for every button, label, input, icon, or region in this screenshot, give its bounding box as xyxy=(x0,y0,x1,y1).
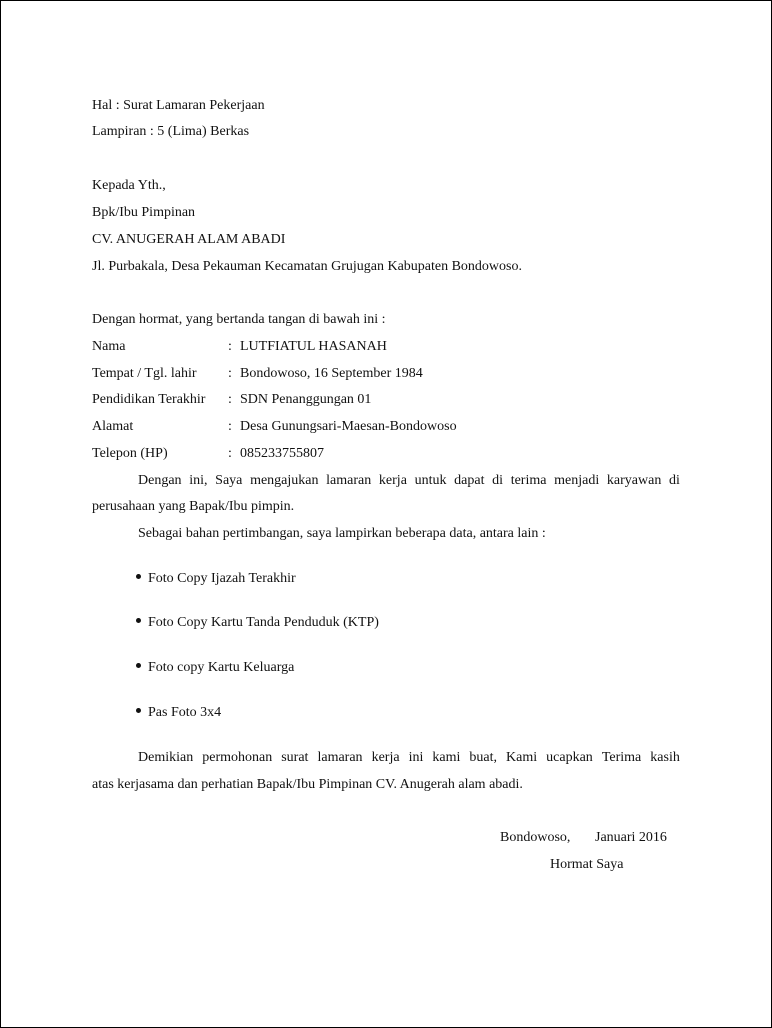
attachment-list-item xyxy=(136,704,221,722)
body-paragraph-2: Sebagai bahan pertimbangan, saya lampirkan beberapa data, antara lain : xyxy=(138,526,546,541)
attachment-item-label: Foto copy Kartu Keluarga xyxy=(148,660,295,675)
bullet-icon xyxy=(136,618,141,623)
word: mengajukan xyxy=(250,473,319,488)
signature-city: Bondowoso, xyxy=(500,830,571,845)
field-colon: : xyxy=(228,366,232,381)
field-value: Desa Gunungsari-Maesan-Bondowoso xyxy=(240,419,457,434)
field-label: Alamat xyxy=(92,419,134,434)
field-label: Tempat / Tgl. lahir xyxy=(92,366,197,381)
bullet-icon xyxy=(136,663,141,668)
word: di xyxy=(492,473,504,488)
attachment-count-line: Lampiran : 5 (Lima) Berkas xyxy=(92,124,250,139)
signature-date: Januari 2016 xyxy=(595,830,667,845)
field-label: Nama xyxy=(92,339,126,354)
word: di xyxy=(669,473,680,488)
field-value: 085233755807 xyxy=(240,446,324,461)
word: ini xyxy=(408,750,424,765)
word: lamaran xyxy=(317,750,363,765)
word: terima xyxy=(510,473,547,488)
field-label: Telepon (HP) xyxy=(92,446,168,461)
recipient-address: Jl. Purbakala, Desa Pekauman Kecamatan Grujugan Kabupaten Bondowoso. xyxy=(92,259,522,274)
bullet-icon xyxy=(136,574,141,579)
body-paragraph-1-line-2: perusahaan yang Bapak/Ibu pimpin. xyxy=(92,499,295,514)
field-value: LUTFIATUL HASANAH xyxy=(240,339,387,354)
word: Dengan xyxy=(138,473,182,488)
word: ini, xyxy=(189,473,208,488)
field-colon: : xyxy=(228,339,232,354)
word: buat, xyxy=(469,750,497,765)
closing-line-1 xyxy=(138,749,680,767)
word: dapat xyxy=(454,473,485,488)
word: Demikian xyxy=(138,750,194,765)
bullet-icon xyxy=(136,708,141,713)
word: menjadi xyxy=(554,473,600,488)
word: kami xyxy=(432,750,461,765)
recipient-salutation: Kepada Yth., xyxy=(92,178,166,193)
subject-line: Hal : Surat Lamaran Pekerjaan xyxy=(92,98,265,113)
recipient-company: CV. ANUGERAH ALAM ABADI xyxy=(92,232,286,247)
opening-line: Dengan hormat, yang bertanda tangan di bawah ini : xyxy=(92,312,386,327)
word: kerja xyxy=(378,473,407,488)
closing-line-2: atas kerjasama dan perhatian Bapak/Ibu Pimpinan CV. Anugerah alam abadi. xyxy=(92,777,523,792)
attachment-item-label: Foto Copy Kartu Tanda Penduduk (KTP) xyxy=(148,615,379,630)
attachment-list-item xyxy=(136,659,294,677)
field-colon: : xyxy=(228,392,232,407)
field-value: Bondowoso, 16 September 1984 xyxy=(240,366,423,381)
field-value: SDN Penanggungan 01 xyxy=(240,392,372,407)
field-colon: : xyxy=(228,419,232,434)
word: untuk xyxy=(414,473,447,488)
word: Kami xyxy=(506,750,538,765)
signature-regards: Hormat Saya xyxy=(550,857,624,872)
attachment-list-item xyxy=(136,570,296,588)
word: Saya xyxy=(215,473,243,488)
attachment-list-item xyxy=(136,614,379,632)
word: permohonan xyxy=(202,750,273,765)
body-paragraph-1-line-1 xyxy=(138,472,680,490)
word: lamaran xyxy=(326,473,372,488)
word: kerja xyxy=(371,750,400,765)
attachment-item-label: Foto Copy Ijazah Terakhir xyxy=(148,571,296,586)
attachment-item-label: Pas Foto 3x4 xyxy=(148,705,222,720)
word: ucapkan xyxy=(546,750,593,765)
word: Terima xyxy=(601,750,642,765)
recipient-title: Bpk/Ibu Pimpinan xyxy=(92,205,196,220)
word: karyawan xyxy=(606,473,662,488)
field-label: Pendidikan Terakhir xyxy=(92,392,206,407)
word: surat xyxy=(281,750,309,765)
word: kasih xyxy=(650,750,680,765)
field-colon: : xyxy=(228,446,232,461)
